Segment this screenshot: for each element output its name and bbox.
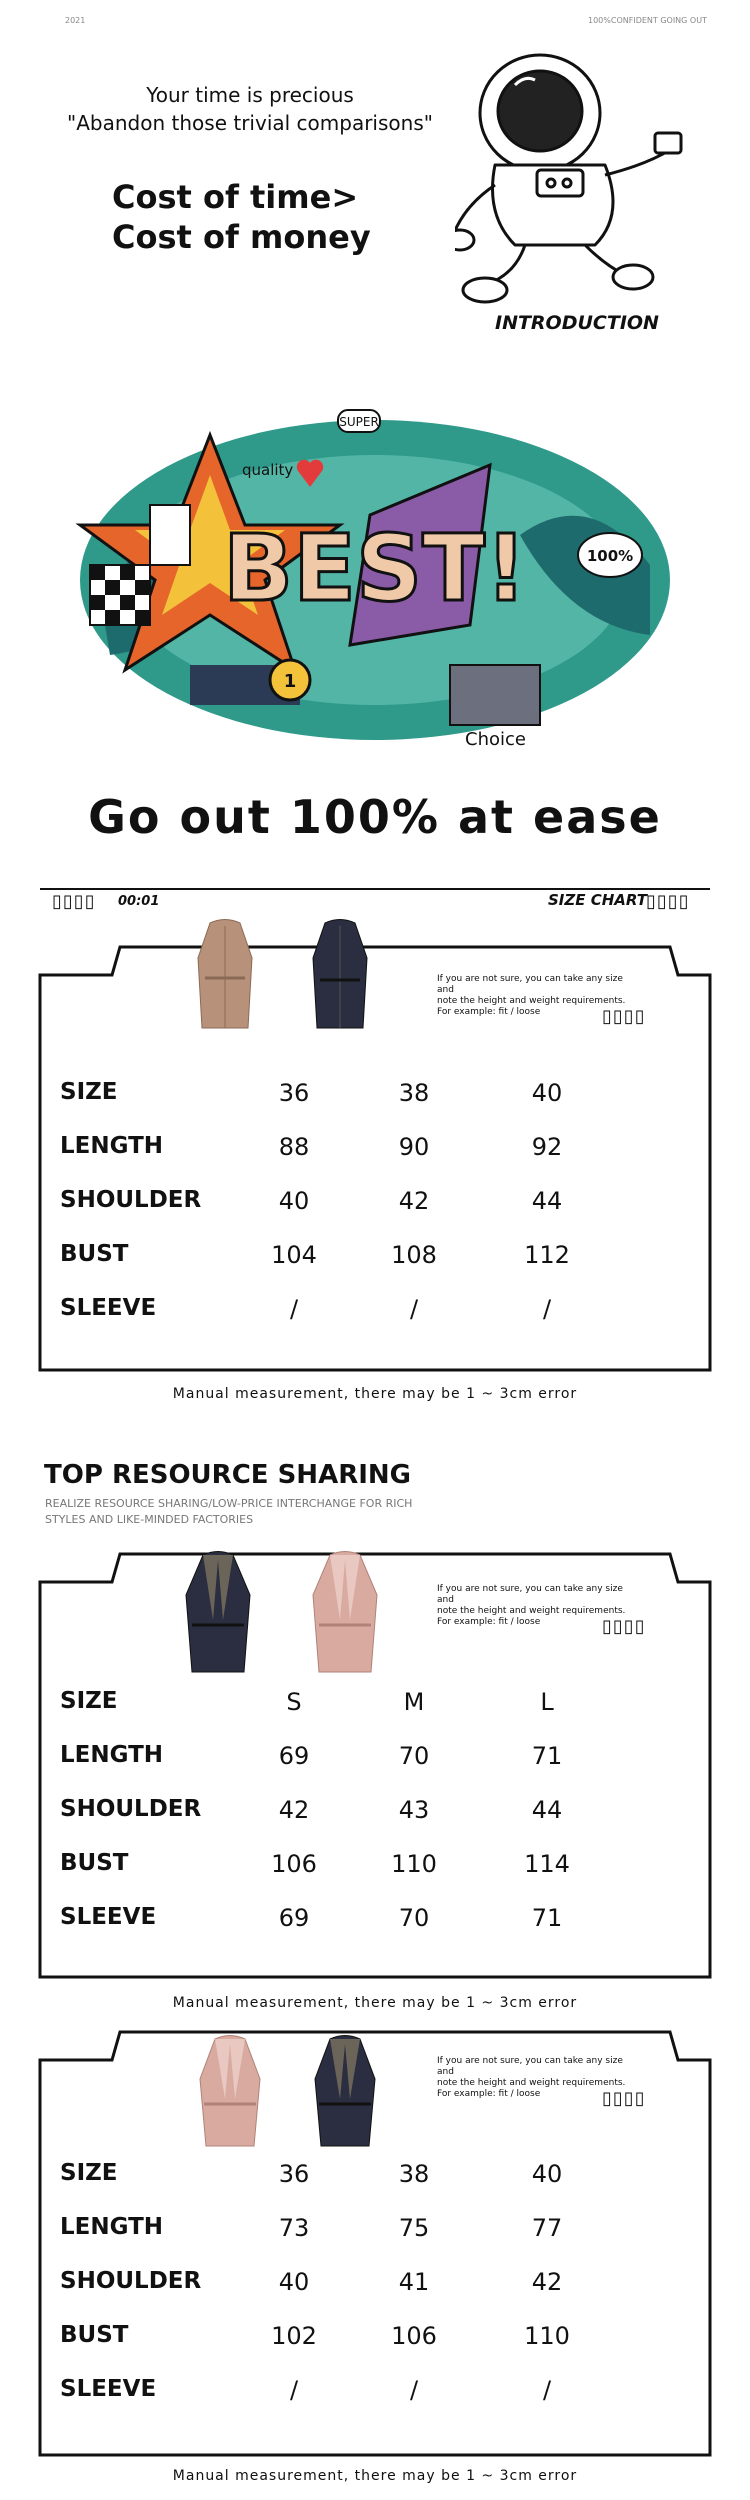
table-2-boxes: ▯▯▯▯ xyxy=(602,1616,646,1637)
super-text: SUPER xyxy=(339,415,379,429)
row-value: 88 xyxy=(278,1133,310,1161)
row-value: 108 xyxy=(391,1241,437,1269)
coat-navy-image xyxy=(305,918,375,1038)
row-value: L xyxy=(540,1688,554,1716)
row-label: LENGTH xyxy=(60,1742,164,1768)
row-value: 38 xyxy=(398,2160,430,2188)
row-value: 41 xyxy=(398,2268,430,2296)
row-label: SHOULDER xyxy=(60,1187,202,1213)
hundred-text: 100% xyxy=(586,547,634,565)
size-header-line xyxy=(40,888,710,890)
sharing-sub-2: STYLES AND LIKE-MINDED FACTORIES xyxy=(45,1513,254,1526)
row-value: / xyxy=(289,1295,299,1323)
coat-navy-hooded-image xyxy=(178,1550,258,1680)
row-value: 43 xyxy=(398,1796,430,1824)
row-label: SIZE xyxy=(60,2160,118,2186)
row-value: 102 xyxy=(271,2322,317,2350)
row-value: / xyxy=(409,1295,419,1323)
note-line-3: For example: fit / loose xyxy=(437,2089,541,2099)
note-line-1: If you are not sure, you can take any size and xyxy=(437,974,623,995)
row-value: 73 xyxy=(278,2214,310,2242)
year-label: 2021 xyxy=(65,16,86,25)
tagline-label: 100%CONFIDENT GOING OUT xyxy=(588,16,707,25)
row-value: / xyxy=(409,2376,419,2404)
quality-text: quality xyxy=(242,461,294,479)
best-text: BEST! xyxy=(223,515,527,622)
astronaut-illustration xyxy=(455,45,695,305)
row-value: 42 xyxy=(398,1187,430,1215)
choice-text: Choice xyxy=(465,729,526,750)
row-label: LENGTH xyxy=(60,1133,164,1159)
row-label: BUST xyxy=(60,1850,129,1876)
sharing-sub-1: REALIZE RESOURCE SHARING/LOW-PRICE INTERCHANGE FOR RICH xyxy=(45,1497,413,1510)
row-value: 42 xyxy=(531,2268,563,2296)
size-header-right-boxes: ▯▯▯▯ xyxy=(646,891,690,912)
cost-line-2: Cost of money xyxy=(112,218,371,256)
row-value: 71 xyxy=(531,1742,563,1770)
row-value: 40 xyxy=(278,1187,310,1215)
row-label: SLEEVE xyxy=(60,1295,157,1321)
headline: Go out 100% at ease xyxy=(88,790,662,844)
row-value: 36 xyxy=(278,1079,310,1107)
row-label: SIZE xyxy=(60,1079,118,1105)
row-value: 114 xyxy=(524,1850,570,1878)
size-header-title: SIZE CHART xyxy=(548,891,648,909)
row-value: 112 xyxy=(524,1241,570,1269)
note-line-1: If you are not sure, you can take any size and xyxy=(437,2056,623,2077)
row-value: 40 xyxy=(278,2268,310,2296)
row-value: 69 xyxy=(278,1742,310,1770)
intro-line-2: "Abandon those trivial comparisons" xyxy=(67,111,433,135)
note-line-2: note the height and weight requirements. xyxy=(437,1606,626,1616)
size-header-time: 00:01 xyxy=(118,894,160,909)
row-value: / xyxy=(542,2376,552,2404)
row-value: 40 xyxy=(531,1079,563,1107)
row-label: LENGTH xyxy=(60,2214,164,2240)
measurement-note-3: Manual measurement, there may be 1 ~ 3cm error xyxy=(172,2468,578,2484)
coat-pink-belted-image xyxy=(190,2034,270,2154)
row-value: 44 xyxy=(531,1796,563,1824)
one-text: 1 xyxy=(283,671,297,692)
table-3-boxes: ▯▯▯▯ xyxy=(602,2088,646,2109)
cost-line-1: Cost of time> xyxy=(112,178,359,216)
row-value: 110 xyxy=(524,2322,570,2350)
row-label: BUST xyxy=(60,2322,129,2348)
measurement-note-1: Manual measurement, there may be 1 ~ 3cm error xyxy=(172,1386,578,1402)
coat-camel-image xyxy=(190,918,260,1038)
row-value: 110 xyxy=(391,1850,437,1878)
note-line-3: For example: fit / loose xyxy=(437,1007,541,1017)
row-label: SIZE xyxy=(60,1688,118,1714)
sharing-title: TOP RESOURCE SHARING xyxy=(44,1460,411,1490)
row-value: 69 xyxy=(278,1904,310,1932)
row-label: SHOULDER xyxy=(60,2268,202,2294)
row-value: M xyxy=(403,1688,425,1716)
coat-navy-belted-image xyxy=(305,2034,385,2154)
note-line-1: If you are not sure, you can take any size and xyxy=(437,1584,623,1605)
introduction-label: INTRODUCTION xyxy=(495,312,659,334)
row-value: 92 xyxy=(531,1133,563,1161)
row-value: / xyxy=(289,2376,299,2404)
row-value: 77 xyxy=(531,2214,563,2242)
note-line-2: note the height and weight requirements. xyxy=(437,2078,626,2088)
size-header-left-boxes: ▯▯▯▯ xyxy=(52,891,96,912)
row-label: SLEEVE xyxy=(60,2376,157,2402)
row-value: / xyxy=(542,1295,552,1323)
row-value: 104 xyxy=(271,1241,317,1269)
measurement-note-2: Manual measurement, there may be 1 ~ 3cm error xyxy=(172,1995,578,2011)
row-value: 40 xyxy=(531,2160,563,2188)
row-label: SLEEVE xyxy=(60,1904,157,1930)
row-value: 70 xyxy=(398,1904,430,1932)
table-1-boxes: ▯▯▯▯ xyxy=(602,1006,646,1027)
row-value: 106 xyxy=(271,1850,317,1878)
row-value: 75 xyxy=(398,2214,430,2242)
intro-line-1: Your time is precious xyxy=(146,83,354,107)
row-value: 44 xyxy=(531,1187,563,1215)
row-value: S xyxy=(286,1688,302,1716)
row-value: 38 xyxy=(398,1079,430,1107)
row-value: 106 xyxy=(391,2322,437,2350)
row-value: 90 xyxy=(398,1133,430,1161)
note-line-2: note the height and weight requirements. xyxy=(437,996,626,1006)
row-value: 42 xyxy=(278,1796,310,1824)
coat-pink-hooded-image xyxy=(305,1550,385,1680)
note-line-3: For example: fit / loose xyxy=(437,1617,541,1627)
best-illustration xyxy=(70,365,680,775)
row-label: BUST xyxy=(60,1241,129,1267)
row-label: SHOULDER xyxy=(60,1796,202,1822)
row-value: 36 xyxy=(278,2160,310,2188)
row-value: 70 xyxy=(398,1742,430,1770)
row-value: 71 xyxy=(531,1904,563,1932)
